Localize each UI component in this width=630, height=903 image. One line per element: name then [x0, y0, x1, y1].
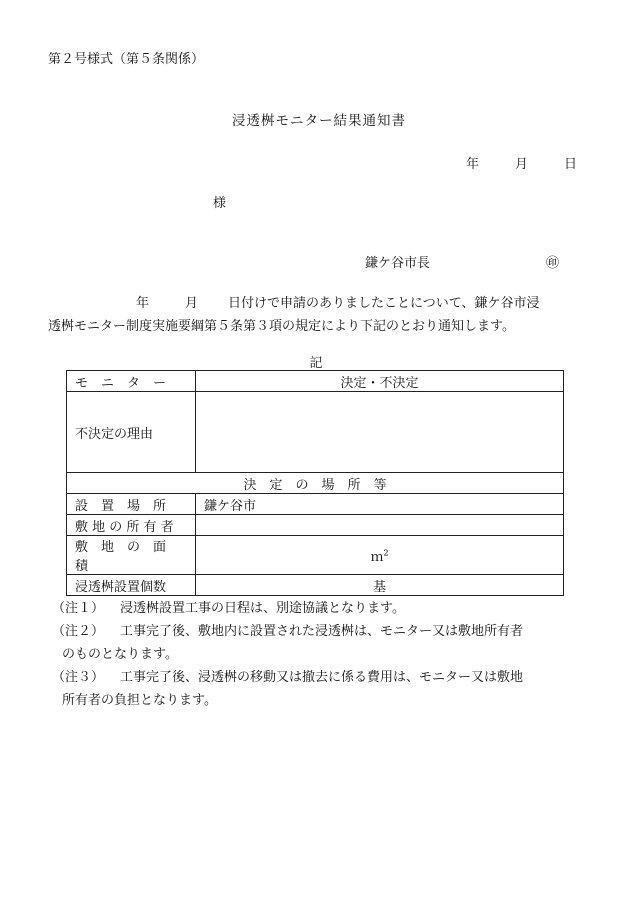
note-item: [52, 620, 592, 643]
note-continuation: 所有者の負担となります。: [62, 693, 217, 708]
body-line-1: 年 月 日付けで申請のありましたことについて、鎌ケ谷市浸: [136, 296, 540, 311]
table-row-reason: [67, 392, 564, 473]
note-tag: （注１）: [52, 601, 105, 616]
note-tag: （注２）: [52, 624, 105, 639]
date-month: 月: [515, 157, 529, 172]
superscript: 2: [383, 548, 389, 558]
monitor-decision: 決定・不決定: [196, 371, 564, 392]
ki-heading: 記: [309, 356, 323, 371]
note-text: 浸透桝設置工事の日程は、別途協議となります。: [120, 601, 405, 616]
issuer-name: 鎌ケ谷市長: [365, 256, 431, 271]
note-text: 工事完了後、浸透桝の移動又は撤去に係る費用は、モニター又は敷地: [120, 670, 524, 685]
note-text: 工事完了後、敷地内に設置された浸透桝は、モニター又は敷地所有者: [120, 624, 524, 639]
row-label: 浸透桝設置個数: [67, 575, 196, 596]
body-line-2: 透桝モニター制度実施要綱第５条第３項の規定により下記のとおり通知します。: [48, 319, 515, 334]
row-value: [196, 515, 564, 536]
table-row: [67, 494, 564, 515]
note-item: [52, 666, 592, 689]
table-row: [67, 575, 564, 596]
reason-value: [196, 392, 564, 473]
section-header: 決 定 の 場 所 等: [67, 473, 564, 494]
monitor-label: モ ニ タ ー: [67, 371, 196, 392]
row-label: 敷 地 の 所 有 者: [67, 515, 196, 536]
row-label: 設 置 場 所: [67, 494, 196, 515]
seal-mark: ㊞: [546, 256, 560, 271]
form-number-label: 第２号様式（第５条関係）: [48, 52, 205, 67]
note-continuation: のものとなります。: [62, 647, 178, 662]
table-row: [67, 515, 564, 536]
row-label: 敷 地 の 面 積: [67, 536, 196, 575]
row-value: 基: [196, 575, 564, 596]
date-line: [466, 153, 577, 172]
note-tag: （注３）: [52, 670, 105, 685]
body-paragraph: [48, 292, 588, 338]
table-row: [67, 536, 564, 575]
date-year: 年: [466, 157, 480, 172]
table-row-section-header: [67, 473, 564, 494]
table-row-monitor: [67, 371, 564, 392]
row-value: ｍ$^2$: [196, 536, 564, 575]
row-value: 鎌ケ谷市: [196, 494, 564, 515]
date-day: 日: [564, 157, 578, 172]
result-table: [66, 370, 564, 596]
document-title: 浸透桝モニター結果通知書: [232, 113, 406, 129]
addressee-suffix: 様: [213, 196, 227, 211]
reason-label: 不決定の理由: [67, 392, 196, 473]
note-item: [52, 597, 592, 620]
notes-section: [52, 597, 592, 712]
